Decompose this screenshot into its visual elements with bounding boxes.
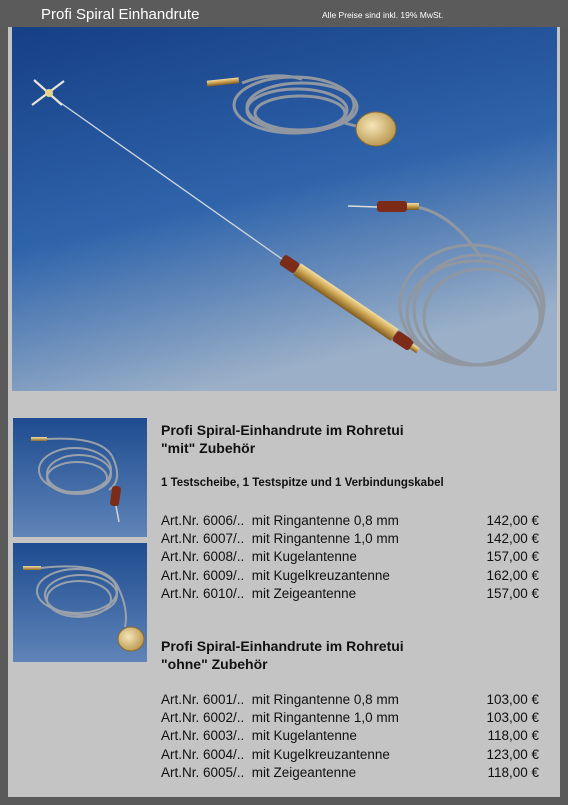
price-list-with-accessories <box>161 512 539 603</box>
price: 123,00 € <box>486 746 539 762</box>
price: 118,00 € <box>487 728 539 744</box>
section-title-line2: "mit" Zubehör <box>161 440 256 456</box>
section-title-line2: "ohne" Zubehör <box>161 656 268 672</box>
price: 162,00 € <box>486 567 539 583</box>
product-thumbnail-test-tip <box>13 418 147 537</box>
article-label: Art.Nr. 6008/.. mit Kugelantenne <box>161 549 357 565</box>
price-row <box>161 691 539 709</box>
section-title-without-accessories <box>161 637 404 673</box>
header-bar <box>0 0 568 27</box>
section-title-with-accessories <box>161 421 404 457</box>
article-label: Art.Nr. 6001/.. mit Ringantenne 0,8 mm <box>161 692 399 707</box>
price: 142,00 € <box>486 513 539 528</box>
price: 118,00 € <box>487 764 539 780</box>
section-title-line1: Profi Spiral-Einhandrute im Rohretui <box>161 422 404 438</box>
price-row <box>161 746 539 764</box>
vat-note: Alle Preise sind inkl. 19% MwSt. <box>322 10 444 20</box>
article-label: Art.Nr. 6007/.. mit Ringantenne 1,0 mm <box>161 531 399 547</box>
price-row <box>161 567 539 585</box>
price-row <box>161 709 539 727</box>
article-label: Art.Nr. 6009/.. mit Kugelkreuzantenne <box>161 567 390 583</box>
price: 103,00 € <box>486 692 539 707</box>
price-row <box>161 530 539 548</box>
product-thumbnail-test-disc <box>13 543 147 662</box>
price-row <box>161 548 539 566</box>
article-label: Art.Nr. 6010/.. mit Zeigeantenne <box>161 585 357 601</box>
price: 142,00 € <box>486 531 539 547</box>
price: 103,00 € <box>486 710 539 726</box>
page-title: Profi Spiral Einhandrute <box>41 6 200 23</box>
price-row <box>161 764 539 782</box>
accessories-note: 1 Testscheibe, 1 Testspitze und 1 Verbindungskabel <box>161 477 444 489</box>
price-row <box>161 512 539 530</box>
article-label: Art.Nr. 6005/.. mit Zeigeantenne <box>161 764 357 780</box>
price-list-without-accessories <box>161 691 539 782</box>
section-title-line1: Profi Spiral-Einhandrute im Rohretui <box>161 638 404 654</box>
price: 157,00 € <box>486 585 539 601</box>
price-row <box>161 585 539 603</box>
article-label: Art.Nr. 6003/.. mit Kugelantenne <box>161 728 357 744</box>
article-label: Art.Nr. 6006/.. mit Ringantenne 0,8 mm <box>161 513 399 528</box>
price: 157,00 € <box>486 549 539 565</box>
product-hero-image <box>12 27 557 391</box>
price-row <box>161 727 539 745</box>
article-label: Art.Nr. 6002/.. mit Ringantenne 1,0 mm <box>161 710 399 726</box>
article-label: Art.Nr. 6004/.. mit Kugelkreuzantenne <box>161 746 390 762</box>
